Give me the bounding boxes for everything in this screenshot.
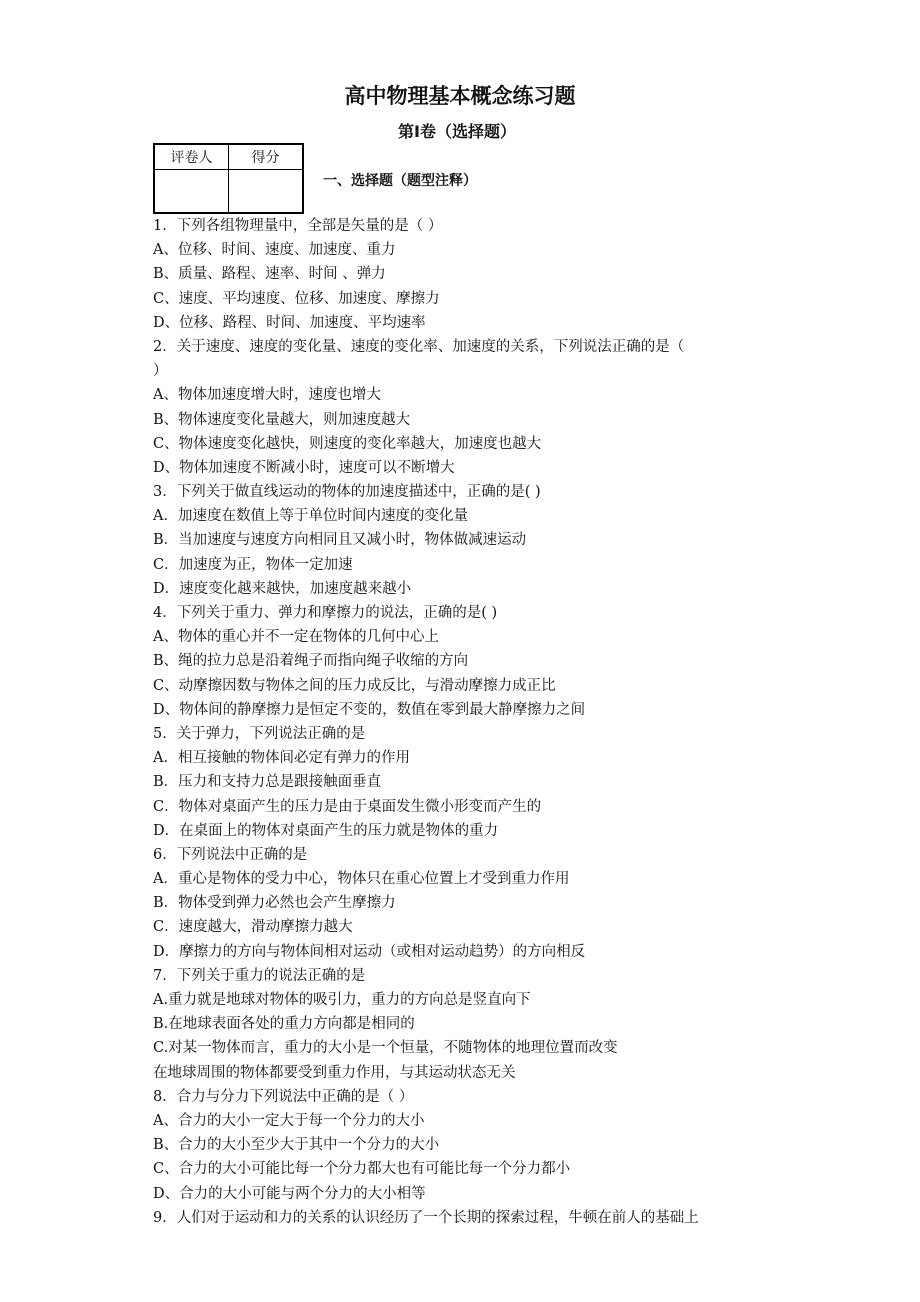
- question-line: A、物体加速度增大时，速度也增大: [153, 387, 381, 404]
- question-line: A．重心是物体的受力中心，物体只在重心位置上才受到重力作用: [153, 871, 570, 888]
- question-line: 4．下列关于重力、弹力和摩擦力的说法，正确的是( ): [153, 605, 498, 621]
- question-line: B．压力和支持力总是跟接触面垂直: [153, 774, 382, 791]
- question-line: B、物体速度变化量越大，则加速度越大: [153, 411, 411, 428]
- question-line: D．速度变化越来越快，加速度越来越小: [153, 580, 412, 597]
- question-line: A．相互接触的物体间必定有弹力的作用: [153, 750, 410, 767]
- question-list: [153, 214, 773, 1230]
- question-line: A．加速度在数值上等于单位时间内速度的变化量: [153, 508, 468, 525]
- question-line: A.重力就是地球对物体的吸引力，重力的方向总是竖直向下: [153, 992, 531, 1008]
- grader-header: 评卷人: [154, 144, 229, 170]
- section-heading: 一、选择题（题型注释）: [323, 173, 477, 189]
- section-subtitle: 第Ⅰ卷（选择题）: [398, 122, 516, 141]
- score-header: 得分: [229, 144, 304, 170]
- score-table: [153, 143, 304, 214]
- question-line: C、合力的大小可能比每一个分力都大也有可能比每一个分力都小: [153, 1161, 571, 1178]
- question-line: B、绳的拉力总是沿着绳子而指向绳子收缩的方向: [153, 653, 469, 670]
- question-line: D、物体间的静摩擦力是恒定不变的，数值在零到最大静摩擦力之间: [153, 701, 586, 718]
- question-line: D、位移、路程、时间、加速度、平均速率: [153, 314, 426, 331]
- question-line: 3．下列关于做直线运动的物体的加速度描述中，正确的是( ): [153, 484, 541, 501]
- question-line: B.在地球表面各处的重力方向都是相同的: [153, 1016, 415, 1033]
- question-line: 8．合力与分力下列说法中正确的是（ ）: [153, 1088, 414, 1105]
- question-line: B．物体受到弹力必然也会产生摩擦力: [153, 895, 396, 912]
- question-line: C.对某一物体而言，重力的大小是一个恒量，不随物体的地理位置而改变: [153, 1040, 618, 1057]
- question-line: 1．下列各组物理量中，全部是矢量的是（ ）: [153, 218, 443, 234]
- question-line: 7．下列关于重力的说法正确的是: [153, 967, 366, 984]
- question-line: B、质量、路程、速率、时间 、弹力: [153, 266, 386, 283]
- document-title: 高中物理基本概念练习题: [344, 84, 576, 108]
- question-line: D．在桌面上的物体对桌面产生的压力就是物体的重力: [153, 822, 499, 839]
- question-line: A、位移、时间、速度、加速度、重力: [153, 242, 396, 259]
- question-line: A、物体的重心并不一定在物体的几何中心上: [153, 629, 439, 646]
- question-line: ）: [153, 363, 168, 380]
- question-line: C、物体速度变化越快，则速度的变化率越大，加速度也越大: [153, 435, 542, 452]
- question-line: 在地球周围的物体都要受到重力作用，与其运动状态无关: [153, 1064, 516, 1081]
- question-line: D．摩擦力的方向与物体间相对运动（或相对运动趋势）的方向相反: [153, 943, 586, 960]
- question-line: C、动摩擦因数与物体之间的压力成反比，与滑动摩擦力成正比: [153, 677, 556, 694]
- question-line: C、速度、平均速度、位移、加速度、摩擦力: [153, 290, 440, 307]
- question-line: D、物体加速度不断减小时，速度可以不断增大: [153, 459, 455, 476]
- question-line: C．物体对桌面产生的压力是由于桌面发生微小形变而产生的: [153, 798, 542, 815]
- question-line: 9．人们对于运动和力的关系的认识经历了一个长期的探索过程，牛顿在前人的基础上: [153, 1209, 699, 1226]
- question-line: D、合力的大小可能与两个分力的大小相等: [153, 1185, 426, 1202]
- question-line: 2．关于速度、速度的变化量、速度的变化率、加速度的关系，下列说法正确的是（: [153, 338, 685, 355]
- question-line: 5．关于弹力，下列说法正确的是: [153, 725, 366, 742]
- grader-cell: [154, 170, 229, 214]
- question-line: 6．下列说法中正确的是: [153, 846, 308, 863]
- question-line: C．加速度为正，物体一定加速: [153, 556, 353, 573]
- question-line: C．速度越大，滑动摩擦力越大: [153, 919, 353, 936]
- question-line: B、合力的大小至少大于其中一个分力的大小: [153, 1137, 440, 1154]
- question-line: B．当加速度与速度方向相同且又减小时，物体做减速运动: [153, 532, 527, 549]
- score-cell: [229, 170, 304, 214]
- question-line: A、合力的大小一定大于每一个分力的大小: [153, 1112, 425, 1129]
